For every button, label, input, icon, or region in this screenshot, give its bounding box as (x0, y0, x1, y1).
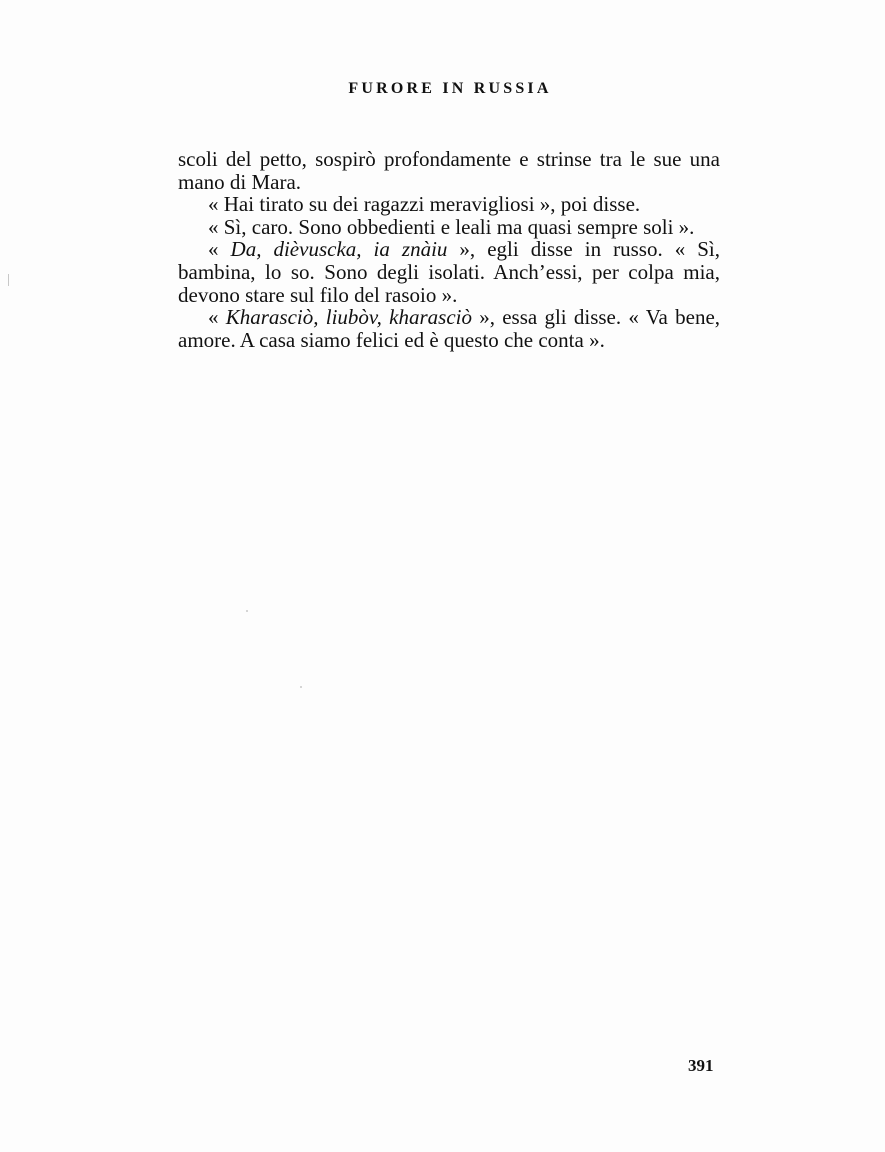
scan-speck (246, 610, 248, 612)
paragraph-continuation (178, 148, 720, 193)
scan-mark (8, 274, 9, 286)
text-run: scoli del petto, sospirò profondamente e strinse tra le sue una mano di Mara. (178, 147, 720, 194)
text-run: « Hai tirato su dei ragazzi meravigliosi », poi disse. (208, 192, 641, 217)
paragraph-dialogue (178, 193, 720, 216)
text-run: « Sì, caro. Sono obbedienti e leali ma quasi sempre soli ». (208, 214, 695, 239)
running-header-title: FURORE IN RUSSIA (348, 80, 552, 97)
paragraph-dialogue (178, 238, 720, 306)
page-number: 391 (688, 1056, 714, 1075)
italic-russian-phrase: Da, dièvuscka, ia znàiu (230, 237, 448, 262)
text-run: », egli disse in russo. « Sì, bambina, lo so. Sono degli isolati. Anch’essi, per colpa mia, devono stare sul filo del rasoio ». (178, 237, 721, 307)
paragraph-dialogue (178, 306, 720, 351)
scan-speck (300, 686, 302, 688)
italic-russian-phrase: Kharasciò, liubòv, kharasciò (225, 305, 472, 330)
paragraph-dialogue (178, 216, 720, 239)
text-run: « (208, 237, 231, 262)
text-run: », essa gli disse. « Va bene, amore. A casa siamo felici ed è questo che conta ». (178, 305, 721, 352)
text-run: « (208, 305, 226, 330)
body-text (178, 148, 720, 351)
